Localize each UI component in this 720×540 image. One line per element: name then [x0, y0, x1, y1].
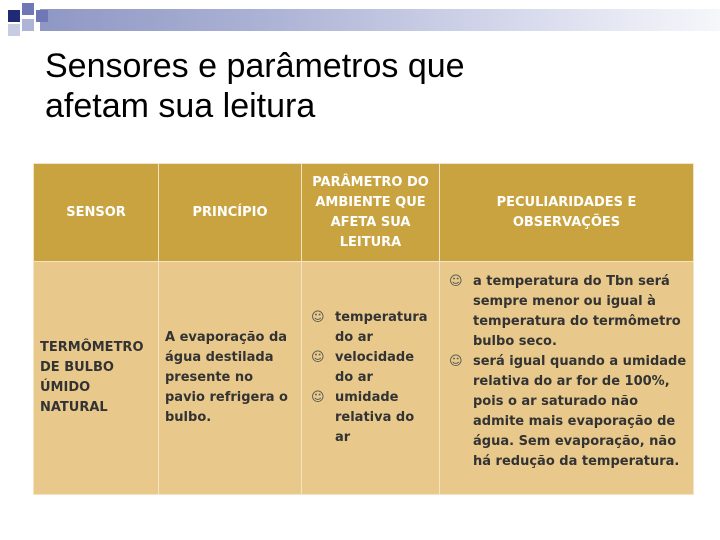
- parametros-list: [308, 308, 433, 448]
- smiley-icon: ☺: [311, 350, 325, 365]
- decor-square: [36, 10, 48, 22]
- parametro-text: temperatura do ar: [335, 310, 428, 345]
- cell-parametros: [302, 262, 440, 495]
- slide-title-line-2: afetam sua leitura: [45, 87, 316, 125]
- observacao-text: será igual quando a umidade relativa do ar for de 100%, pois o ar saturado não admite mais evaporação de água. Sem evaporação, não há redução da temperatura.: [473, 354, 687, 469]
- list-item: [446, 352, 687, 472]
- sensor-table: [33, 163, 694, 495]
- list-item: [308, 348, 433, 388]
- cell-principio: [159, 262, 302, 495]
- list-item: [308, 388, 433, 448]
- title-bar-gradient: [40, 9, 720, 31]
- smiley-icon: ☺: [311, 310, 325, 325]
- header-principio: PRINCÍPIO: [159, 164, 302, 262]
- header-sensor: SENSOR: [34, 164, 159, 262]
- cell-sensor: [34, 262, 159, 495]
- slide-title-line-1: Sensores e parâmetros que: [45, 47, 465, 85]
- decor-square: [8, 10, 20, 22]
- observacao-text: a temperatura do Tbn será sempre menor ou igual à temperatura do termômetro bulbo seco.: [473, 274, 681, 349]
- decor-square: [22, 3, 34, 15]
- decor-square: [8, 24, 20, 36]
- smiley-icon: ☺: [449, 354, 463, 369]
- sensor-name: TERMÔMETRO DE BULBO ÚMIDO NATURAL: [40, 340, 144, 415]
- observacoes-list: [446, 272, 687, 472]
- parametro-text: umidade relativa do ar: [335, 390, 415, 445]
- principio-text: A evaporação da água destilada presente no pavio refrigera o bulbo.: [165, 330, 288, 425]
- smiley-icon: ☺: [311, 390, 325, 405]
- list-item: [308, 308, 433, 348]
- smiley-icon: ☺: [449, 274, 463, 289]
- decor-square: [22, 19, 34, 31]
- list-item: [446, 272, 687, 352]
- header-parametro: PARÂMETRO DO AMBIENTE QUE AFETA SUA LEITURA: [302, 164, 440, 262]
- cell-observacoes: [440, 262, 694, 495]
- table-row: [34, 262, 694, 495]
- table-header-row: [34, 164, 694, 262]
- parametro-text: velocidade do ar: [335, 350, 415, 385]
- header-peculiaridades: PECULIARIDADES E OBSERVAÇÕES: [440, 164, 694, 262]
- slide-title: [45, 46, 685, 126]
